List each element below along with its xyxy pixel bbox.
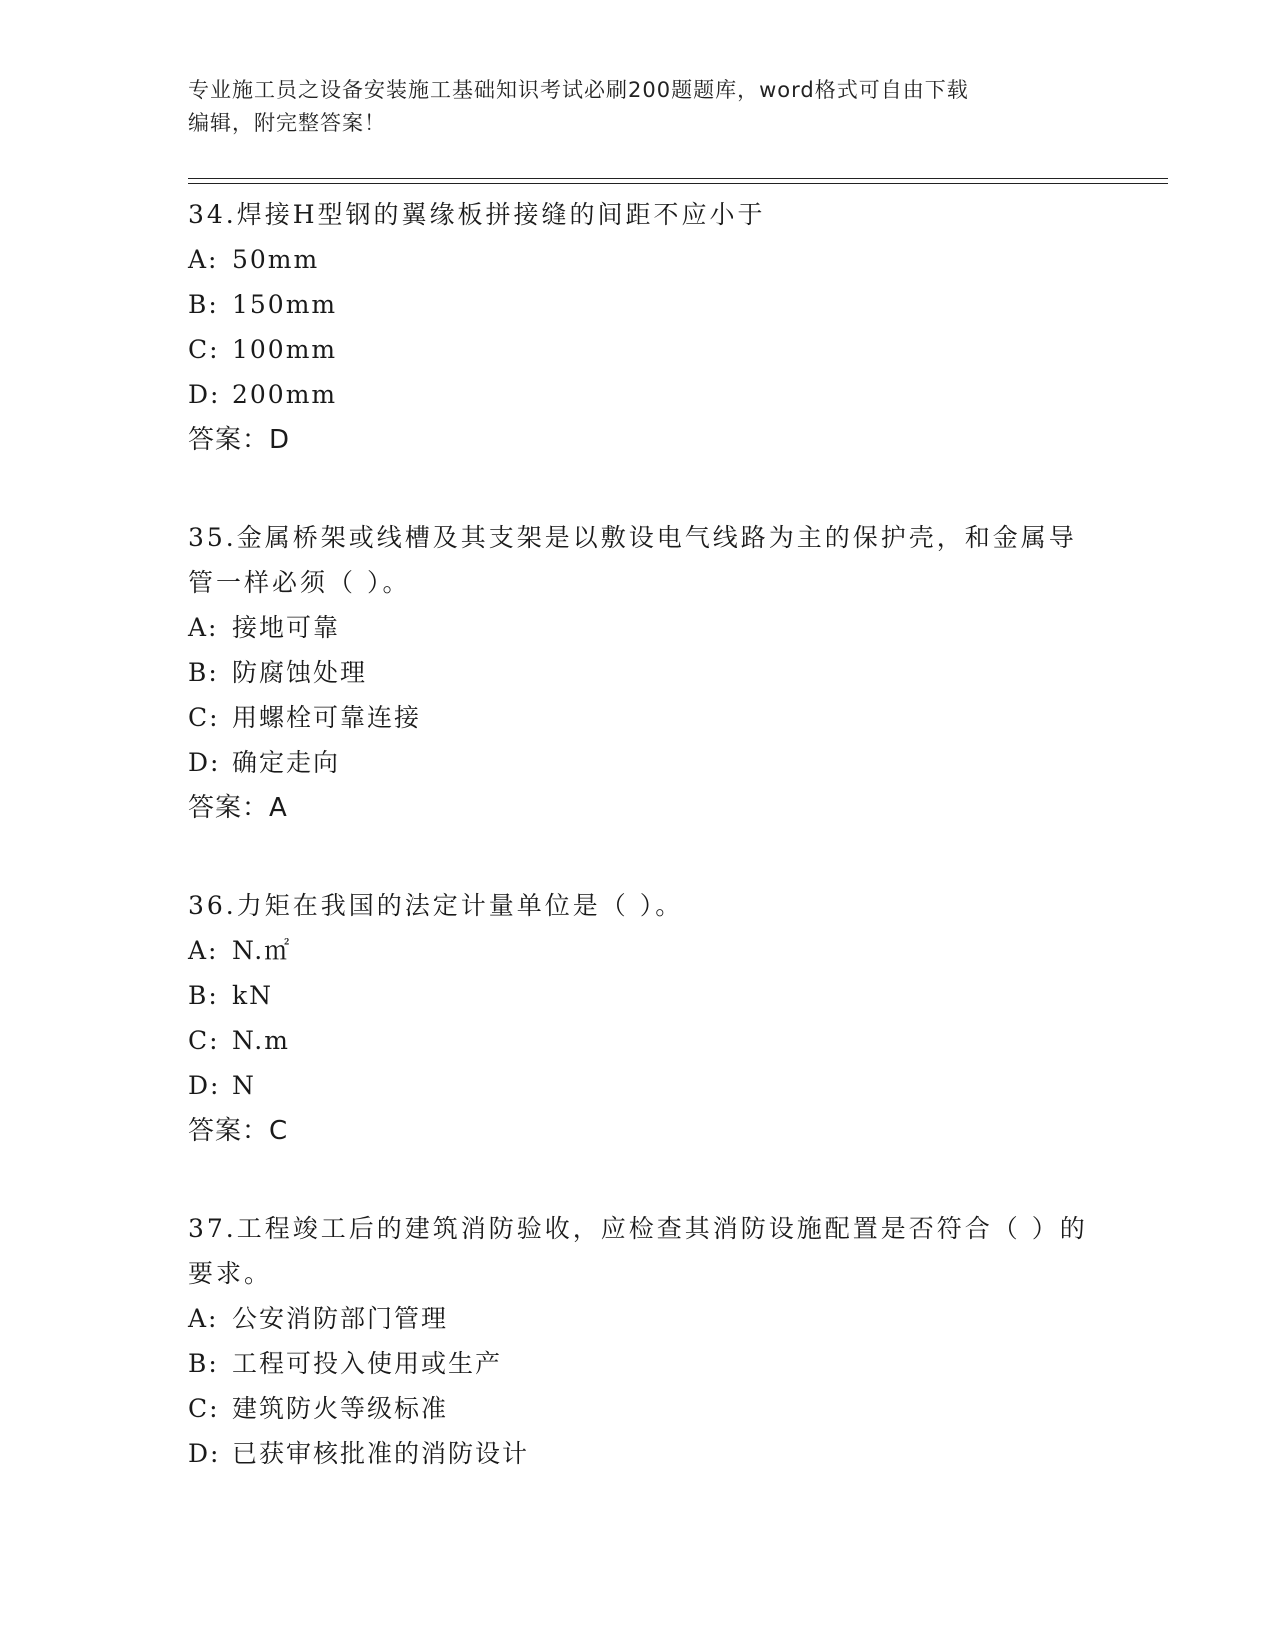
option-letter: A: [188,1304,219,1333]
answer-option [188,605,1088,650]
answer-option [188,1386,1088,1431]
header-divider-top [188,178,1168,179]
option-letter: D: [188,748,221,777]
option-letter: B: [188,658,219,687]
option-text: 150mm [232,290,338,319]
option-letter: C: [188,1026,220,1055]
option-letter: B: [188,1349,219,1378]
answer-key: 答案：C [188,1116,289,1146]
option-text: 已获审核批准的消防设计 [232,1439,530,1468]
answer-option [188,973,1088,1018]
question-block [188,883,1088,1154]
option-letter: D: [188,380,221,409]
question-stem: 35.金属桥架或线槽及其支架是以敷设电气线路为主的保护壳，和金属导管一样必须（ ）。 [188,523,1077,597]
option-letter: B: [188,981,219,1010]
option-text: 50mm [232,245,320,274]
question-block [188,1206,1088,1476]
option-text: N [232,1071,256,1100]
answer-option [188,1431,1088,1476]
answer-option [188,327,1088,372]
answer-key: 答案：A [188,793,288,823]
answer-option [188,740,1088,785]
option-letter: A: [188,245,219,274]
option-text: N.㎡ [232,936,292,965]
option-text: 公安消防部门管理 [232,1304,449,1333]
answer-option [188,237,1088,282]
answer-option [188,372,1088,417]
option-text: 200mm [232,380,338,409]
option-text: 确定走向 [232,748,341,777]
option-letter: A: [188,613,219,642]
option-text: kN [232,981,274,1010]
option-letter: A: [188,936,219,965]
option-text: 防腐蚀处理 [232,658,368,687]
option-letter: C: [188,703,220,732]
answer-option [188,282,1088,327]
answer-option [188,1018,1088,1063]
option-text: 工程可投入使用或生产 [232,1349,503,1378]
option-letter: D: [188,1439,221,1468]
option-text: N.m [232,1026,290,1055]
option-text: 用螺栓可靠连接 [232,703,422,732]
question-stem: 37.工程竣工后的建筑消防验收，应检查其消防设施配置是否符合（ ）的要求。 [188,1214,1088,1288]
option-text: 100mm [232,335,338,364]
answer-option [188,928,1088,973]
header-line-2: 编辑，附完整答案！ [188,111,386,135]
question-block [188,515,1088,831]
document-header [188,74,1068,140]
question-stem: 34.焊接H型钢的翼缘板拼接缝的间距不应小于 [188,200,766,229]
question-list [188,192,1088,1528]
question-block [188,192,1088,463]
answer-option [188,695,1088,740]
answer-option [188,650,1088,695]
answer-option [188,1063,1088,1108]
option-letter: D: [188,1071,221,1100]
option-letter: B: [188,290,219,319]
header-divider-bottom [188,183,1168,184]
answer-key: 答案：D [188,425,291,455]
question-stem: 36.力矩在我国的法定计量单位是（ ）。 [188,891,684,920]
option-text: 接地可靠 [232,613,341,642]
answer-option [188,1341,1088,1386]
answer-option [188,1296,1088,1341]
option-letter: C: [188,335,220,364]
option-text: 建筑防火等级标准 [232,1394,449,1423]
option-letter: C: [188,1394,220,1423]
header-line-1: 专业施工员之设备安装施工基础知识考试必刷200题题库，word格式可自由下载 [188,78,969,102]
